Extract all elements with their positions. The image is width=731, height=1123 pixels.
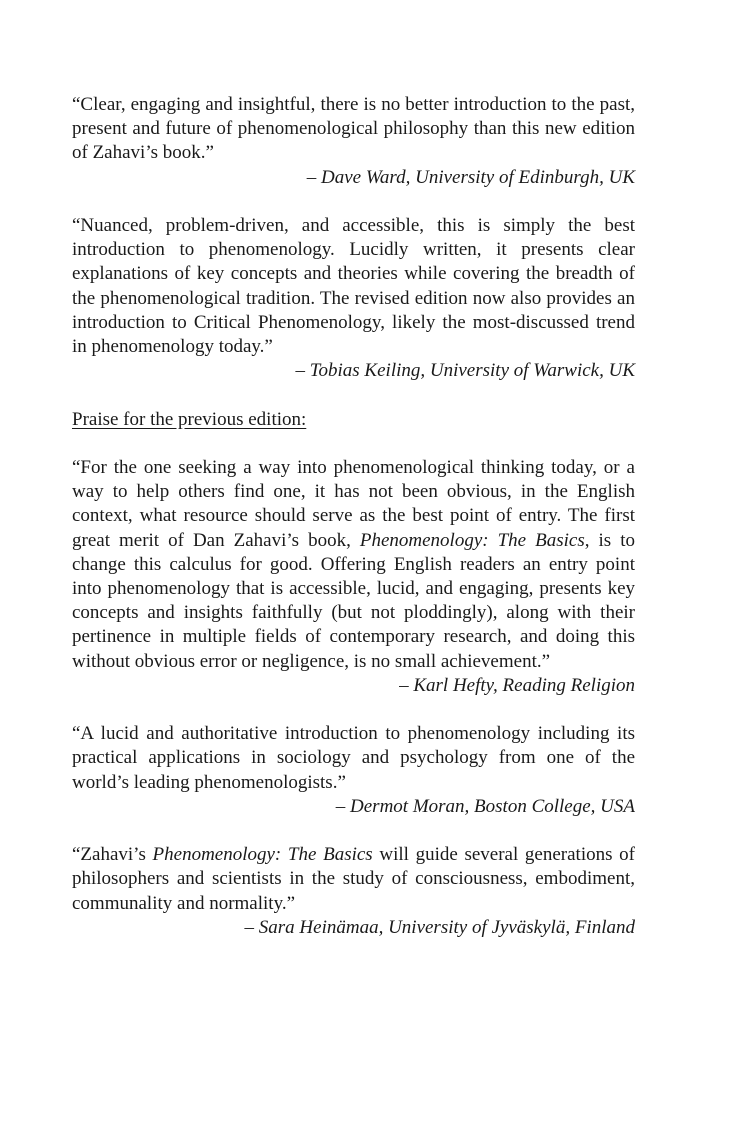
quote-text: will guide several generations of philosophers and scientists in the study of consciousness, embodiment, communality and normality.” [72,844,635,914]
book-title: Phenomenology: The Basics [359,529,585,551]
testimonial-keiling [72,214,635,383]
previous-edition-heading: Praise for the previous edition: [72,408,307,430]
testimonial-attribution: – Dave Ward, University of Edinburgh, UK [306,166,635,188]
testimonial-attribution: – Dermot Moran, Boston College, USA [335,795,635,817]
testimonial-hefty [72,456,635,698]
testimonial-moran [72,722,635,819]
testimonial-quote: “A lucid and authoritative introduction to phenomenology including its practical applications in sociology and psychology from one of the world’s leading phenomenologists.” [72,723,635,793]
testimonial-quote: “Nuanced, problem-driven, and accessible, this is simply the best introduction to phenomenology. Lucidly written, it presents clear explanations of key concepts and theories while covering the breadth of the phenomenological tradition. The revised edition now also provides an introduction to Critical Phenomenology, likely the most-discussed trend in phenomenology today.” [72,215,635,358]
praise-page [72,93,635,964]
quote-text: “For the one seeking a way into phenomenological thinking today, or a way to help others find one, it has not been obvious, in the English context, what resource should serve as the best point of entry. The first great merit of Dan Zahavi’s book, [72,457,635,551]
testimonial-quote: “Clear, engaging and insightful, there is no better introduction to the past, present and future of phenomenological philosophy than this new edition of Zahavi’s book.” [72,94,635,164]
testimonial-attribution: – Karl Hefty, Reading Religion [399,674,635,696]
testimonial-quote [72,456,635,674]
book-title: Phenomenology: The Basics [152,844,373,866]
testimonial-ward [72,93,635,190]
testimonial-quote [72,843,635,916]
testimonial-attribution: – Tobias Keiling, University of Warwick, UK [295,360,635,382]
quote-text: , is to change this calculus for good. Offering English readers an entry point into phenomenology that is accessible, lucid, and engaging, presents key concepts and insights faithfully (but not ploddingly), along with their pertinence in multiple fields of contemporary research, and doing this without obvious error or negligence, is no small achievement.” [72,529,635,672]
quote-text: “Zahavi’s [72,844,153,866]
testimonial-attribution: – Sara Heinämaa, University of Jyväskylä, Finland [244,916,635,938]
testimonial-heinamaa [72,843,635,940]
